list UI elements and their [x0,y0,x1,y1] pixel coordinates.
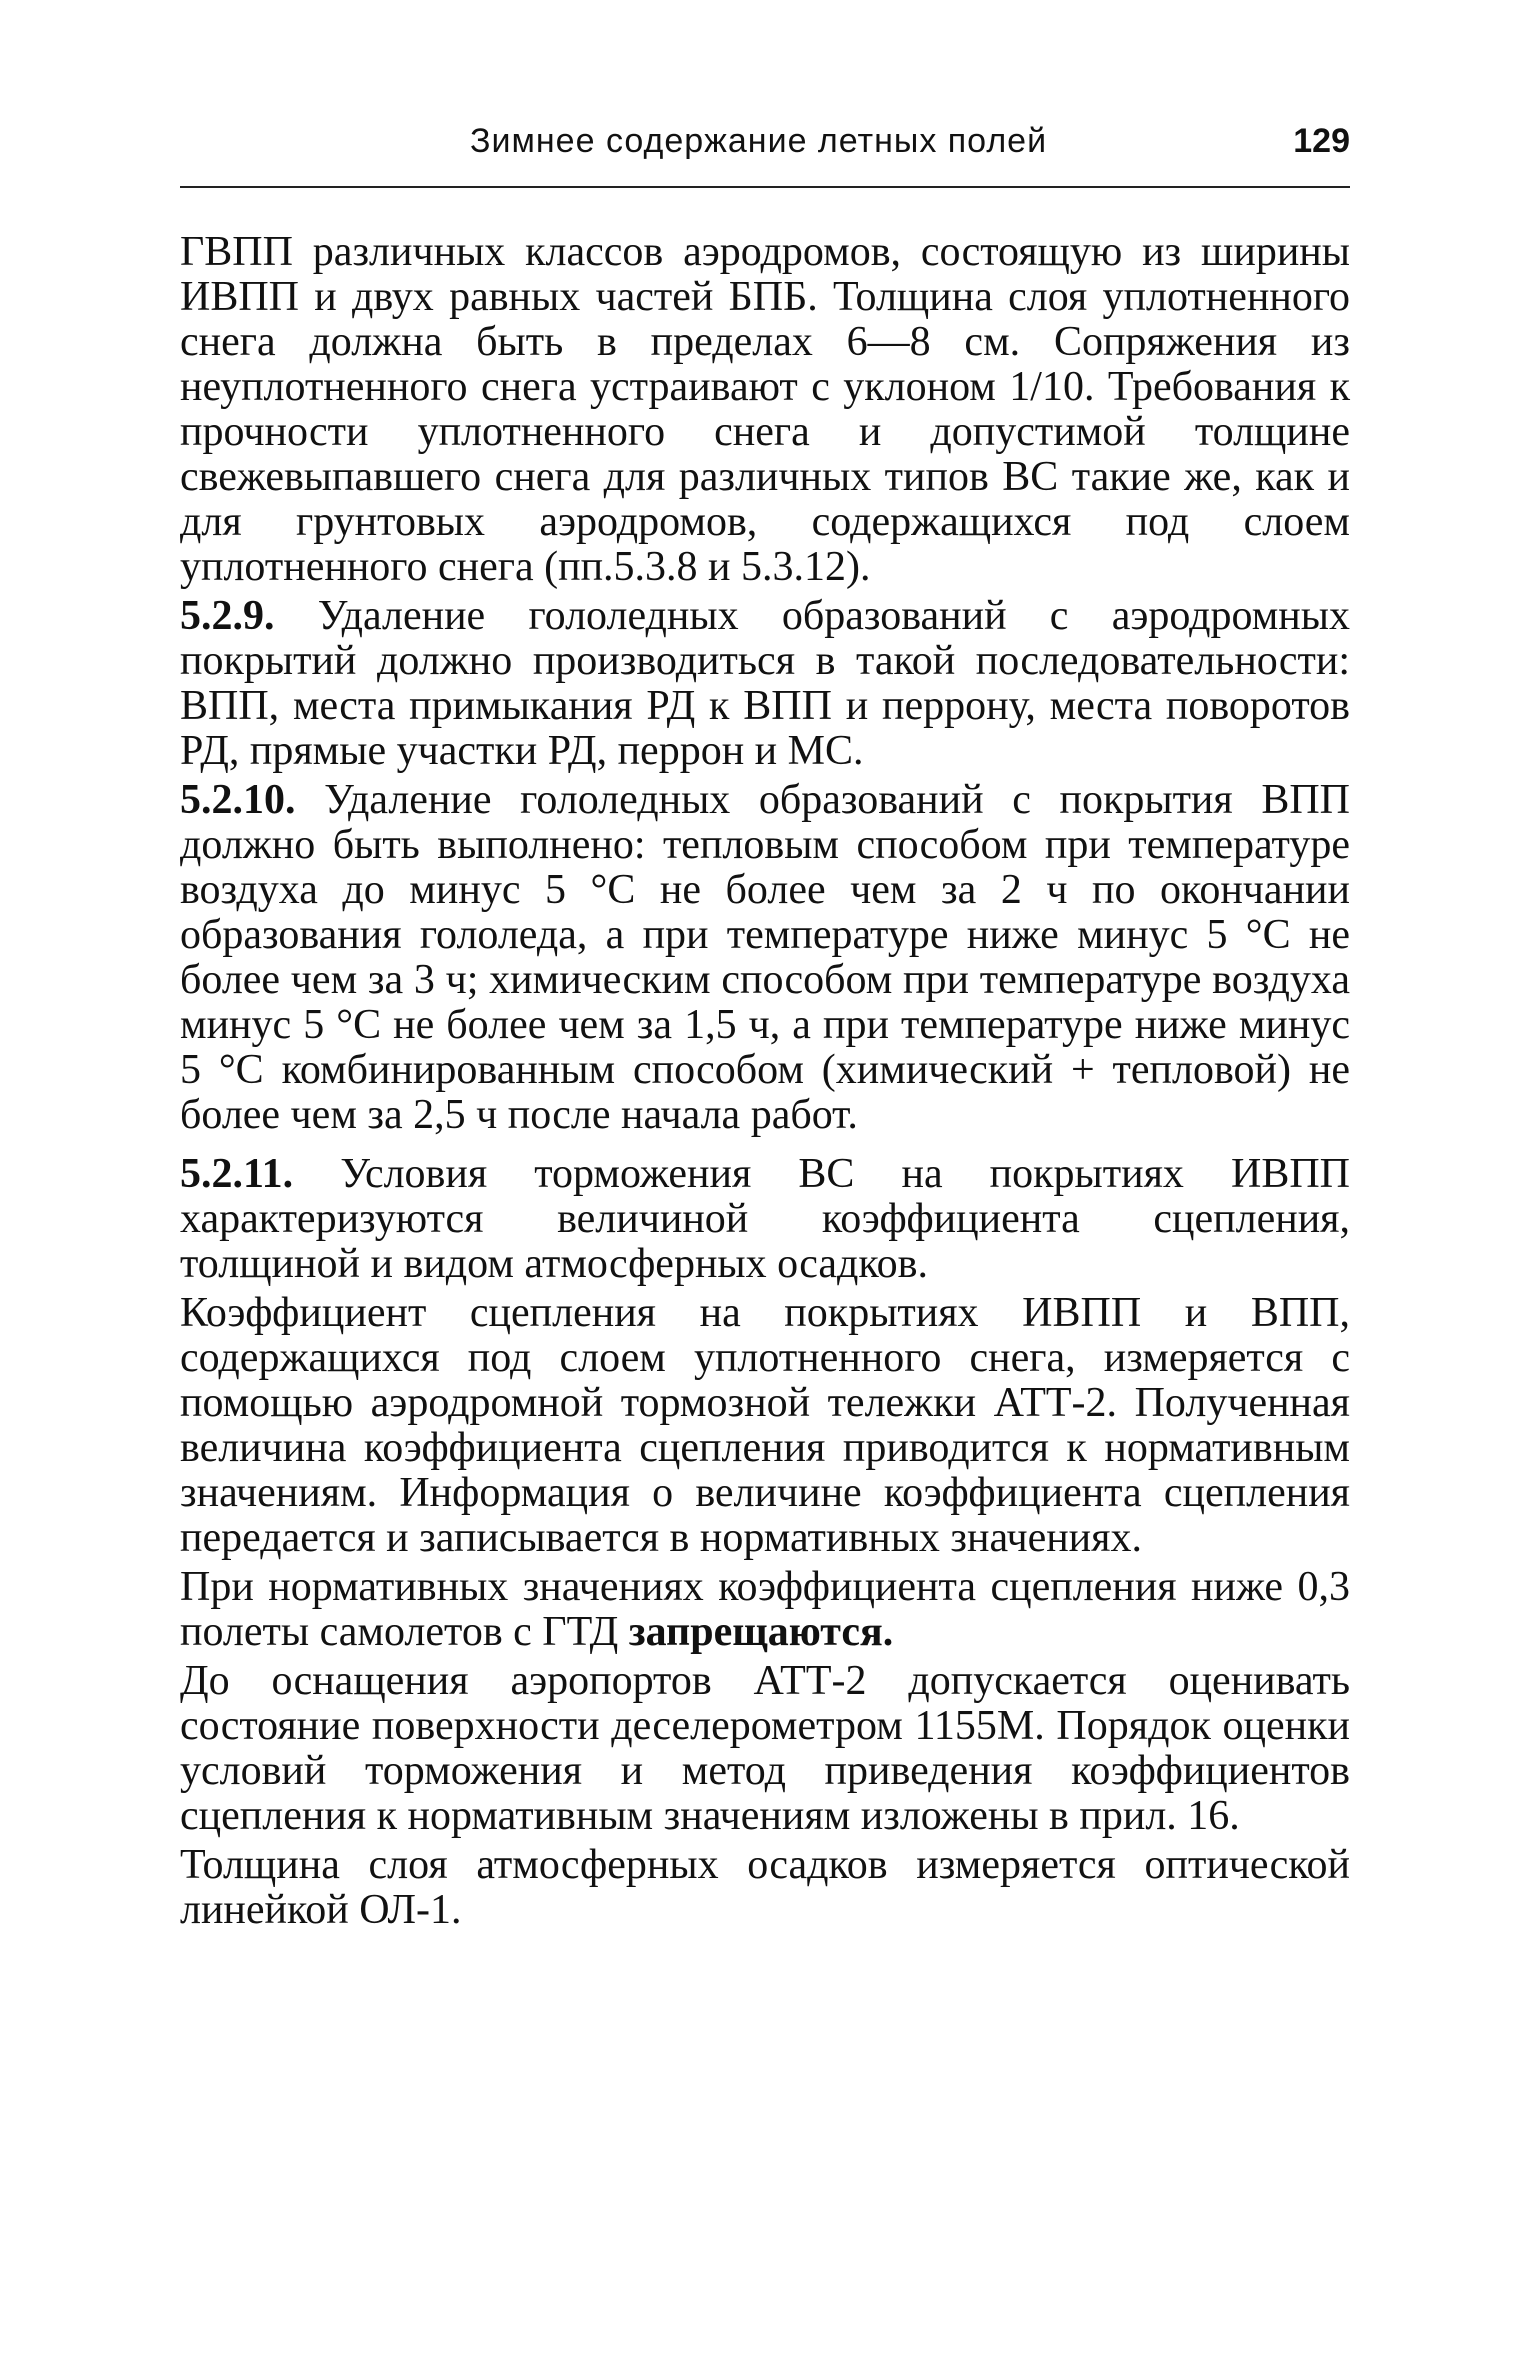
emphasis-text: запрещаются. [628,1609,894,1655]
clause-number: 5.2.11. [180,1151,294,1197]
page-number: 129 [1293,122,1350,160]
paragraph-precipitation-thickness [180,1843,1350,1933]
paragraph-text: ГВПП различных классов аэродромов, состоящую из ширины ИВПП и двух равных частей БПБ. Толщина слоя уплотненного снега должна быть в пределах 6—8 см. Сопряжения из неуплотненного снега устраивают с уклоном 1/10. Требования к прочности уплотненного снега и допустимой толщине свежевыпавшего снега для различных типов ВС такие же, как и для грунтовых аэродромов, содержащихся под слоем уплотненного снега (пп.5.3.8 и 5.3.12). [180,229,1350,590]
paragraph-5-2-11 [180,1152,1350,1287]
paragraph-coefficient-measurement [180,1291,1350,1561]
paragraph-continuation [180,230,1350,590]
paragraph-text: Условия торможения ВС на покрытиях ИВПП характеризуются величиной коэффициента сцепления, толщиной и видом атмосферных осадков. [180,1151,1350,1287]
paragraph-text: Толщина слоя атмосферных осадков измеряется оптической линейкой ОЛ-1. [180,1842,1350,1933]
header-rule [180,186,1350,188]
clause-number: 5.2.10. [180,777,296,823]
paragraph-text: Удаление гололедных образований с аэродромных покрытий должно производиться в такой последовательности: ВПП, места примыкания РД к ВПП и перрону, места поворотов РД, прямые участки РД, перрон и МС. [180,593,1351,774]
paragraph-text: Удаление гололедных образований с покрытия ВПП должно быть выполнено: тепловым способом при температуре воздуха до минус 5 °С не более чем за 2 ч по окончании образования гололеда, а при температуре ниже минус 5 °С не более чем за 3 ч; химическим способом при температуре воздуха минус 5 °С не более чем за 1,5 ч, а при температуре ниже минус 5 °С комбинированным способом (химический + тепловой) не более чем за 2,5 ч после начала работ. [180,777,1350,1138]
paragraph-flight-restriction [180,1565,1350,1655]
paragraph-text: До оснащения аэропортов АТТ-2 допускается оценивать состояние поверхности деселерометром 1155М. Порядок оценки условий торможения и метод приведения коэффициентов сцепления к нормативным значениям изложены в прил. 16. [180,1658,1350,1839]
running-title: Зимнее содержание летных полей [470,122,1048,160]
page-header [180,122,1350,182]
paragraph-5-2-9 [180,594,1350,774]
body-text [180,230,1350,1937]
paragraph-5-2-10 [180,778,1350,1138]
clause-number: 5.2.9. [180,593,275,639]
paragraph-text: Коэффициент сцепления на покрытиях ИВПП и ВПП, содержащихся под слоем уплотненного снега, измеряется с помощью аэродромной тормозной тележки АТТ-2. Полученная величина коэффициента сцепления приводится к нормативным значениям. Информация о величине коэффициента сцепления передается и записывается в нормативных значениях. [180,1290,1350,1561]
paragraph-text: При нормативных значениях коэффициента сцепления ниже 0,3 полеты самолетов с ГТД [180,1564,1350,1655]
paragraph-decelerometer [180,1659,1350,1839]
